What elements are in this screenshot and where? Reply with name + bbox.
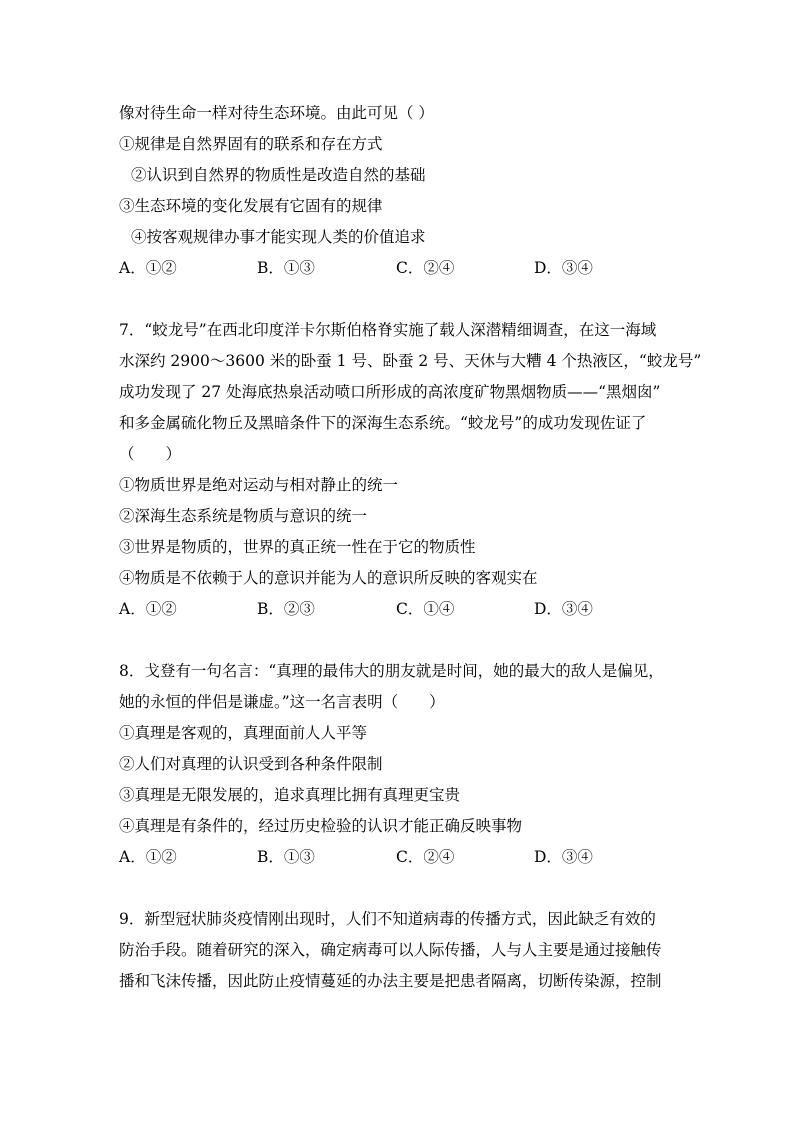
statement-item: ①真理是客观的，真理面前人人平等	[119, 724, 368, 742]
statement-item: ③生态环境的变化发展有它固有的规律	[119, 197, 383, 215]
answer-options	[119, 594, 684, 625]
option-c[interactable]: C．②④	[396, 848, 455, 866]
option-b[interactable]: B．①③	[257, 259, 315, 277]
option-d[interactable]: D．③④	[534, 848, 593, 866]
question-7	[119, 315, 702, 625]
option-a[interactable]: A．①②	[119, 600, 177, 618]
option-d[interactable]: D．③④	[534, 600, 593, 618]
question-8	[119, 656, 684, 873]
question-stem-line: 成功发现了 27 处海底热泉活动喷口所形成的高浓度矿物黑烟物质——“黑烟囱”	[119, 383, 661, 401]
question-stem-line: 7．“蛟龙号”在西北印度洋卡尔斯伯格脊实施了载人深潜精细调查，在这一海域	[119, 321, 657, 339]
statement-item: ①规律是自然界固有的联系和存在方式	[119, 135, 383, 153]
option-b[interactable]: B．②③	[257, 600, 315, 618]
answer-options	[119, 253, 684, 284]
question-stem-line: 水深约 2900～3600 米的卧蚕 1 号、卧蚕 2 号、天休与大糟 4 个热液区，“蛟龙号”	[119, 352, 702, 370]
statement-item: ③世界是物质的，世界的真正统一性在于它的物质性	[119, 538, 476, 556]
spacer	[119, 625, 684, 656]
option-b[interactable]: B．①③	[257, 848, 315, 866]
spacer	[119, 873, 684, 904]
question-stem-line: 8．戈登有一句名言：“真理的最伟大的朋友就是时间，她的最大的敌人是偏见，	[119, 662, 664, 680]
option-c[interactable]: C．①④	[396, 600, 455, 618]
statement-item: ③真理是无限发展的，追求真理比拥有真理更宝贵	[119, 786, 461, 804]
statement-item: ④按客观规律办事才能实现人类的价值追求	[131, 228, 426, 246]
question-9	[119, 904, 684, 997]
exam-page	[119, 98, 702, 997]
option-d[interactable]: D．③④	[534, 259, 593, 277]
statement-item: ④真理是有条件的，经过历史检验的认识才能正确反映事物	[119, 817, 523, 835]
question-stem-line: 像对待生命一样对待生态环境。由此可见（ ）	[119, 104, 434, 122]
statement-item: ①物质世界是绝对运动与相对静止的统一	[119, 476, 399, 494]
option-a[interactable]: A．①②	[119, 848, 177, 866]
statement-item: ②认识到自然界的物质性是改造自然的基础	[131, 166, 426, 184]
statement-item: ④物质是不依赖于人的意识并能为人的意识所反映的客观实在	[119, 569, 538, 587]
option-c[interactable]: C．②④	[396, 259, 455, 277]
option-a[interactable]: A．①②	[119, 259, 177, 277]
statement-item: ②人们对真理的认识受到各种条件限制	[119, 755, 383, 773]
question-stem-line: 和多金属硫化物丘及黑暗条件下的深海生态系统。“蛟龙号”的成功发现佐证了	[119, 414, 647, 432]
question-stem-line: 播和飞沫传播，因此防止疫情蔓延的办法主要是把患者隔离，切断传染源，控制	[119, 972, 662, 990]
question-stem-line: 9．新型冠状肺炎疫情刚出现时，人们不知道病毒的传播方式，因此缺乏有效的	[119, 910, 656, 928]
question-6	[119, 98, 684, 284]
answer-options	[119, 842, 684, 873]
spacer	[119, 284, 684, 315]
question-stem-line: （ ）	[119, 445, 182, 463]
question-stem-line: 防治手段。随着研究的深入，确定病毒可以人际传播，人与人主要是通过接触传	[119, 941, 662, 959]
statement-item: ②深海生态系统是物质与意识的统一	[119, 507, 368, 525]
question-stem-line: 她的永恒的伴侣是谦虚。”这一名言表明（ ）	[119, 693, 445, 711]
